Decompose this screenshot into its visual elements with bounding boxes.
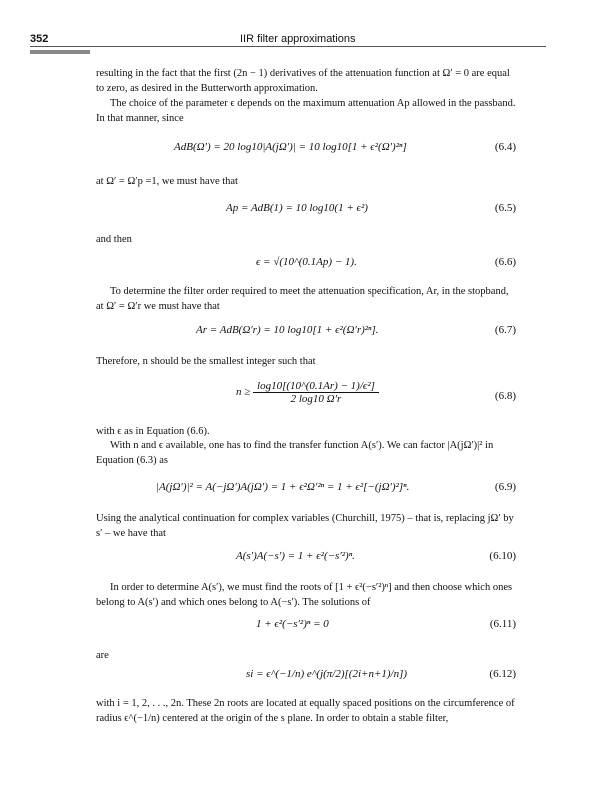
equation-6-6-number: (6.6) bbox=[494, 256, 516, 268]
equation-6-8-fraction bbox=[253, 380, 379, 405]
equation-6-10-expr: A(s′)A(−s′) = 1 + ϵ²(−s′²)ⁿ. bbox=[236, 550, 355, 562]
running-head: IIR filter approximations bbox=[240, 33, 356, 45]
equation-6-4-expr: AdB(Ω′) = 20 log10|A(jΩ′)| = 10 log10[1 + ϵ²(Ω′)²ⁿ] bbox=[174, 141, 407, 153]
header-rule bbox=[30, 46, 546, 47]
equation-6-6 bbox=[96, 256, 516, 278]
paragraph-8: With n and ϵ available, one has to find the transfer function A(s′). We can factor |A(jΩ′)|² in Equation (6.3) as bbox=[96, 440, 494, 466]
paragraph-12: with i = 1, 2, . . ., 2n. These 2n roots are located at equally spaced positions on the circumference of radius ϵ^(−1/n) centered at the origin of the s plane. In order to obtain a stable filter, bbox=[96, 698, 515, 724]
equation-6-4 bbox=[96, 141, 516, 163]
equation-6-9-expr: |A(jΩ′)|² = A(−jΩ′)A(jΩ′) = 1 + ϵ²Ω′²ⁿ = 1 + ϵ²[−(jΩ′)²]ⁿ. bbox=[156, 481, 410, 493]
paragraph-5: To determine the filter order required to meet the attenuation specification, Ar, in the stopband, at Ω′ = Ω′r we must have that bbox=[96, 286, 509, 312]
equation-6-9-number: (6.9) bbox=[494, 481, 516, 493]
equation-6-8 bbox=[96, 378, 516, 418]
equation-6-11 bbox=[96, 618, 516, 640]
paragraph-10: In order to determine A(s′), we must find the roots of [1 + ϵ²(−s′²)ⁿ] and then choose which ones belong to A(s′) and which ones belong to A(−s′). The solutions of bbox=[96, 582, 513, 608]
page-number: 352 bbox=[30, 33, 49, 45]
equation-6-11-number: (6.11) bbox=[489, 618, 516, 630]
equation-6-7-expr: Ar = AdB(Ω′r) = 10 log10[1 + ϵ²(Ω′r)²ⁿ]. bbox=[196, 324, 379, 336]
equation-6-5 bbox=[96, 202, 516, 224]
equation-6-12 bbox=[96, 668, 516, 690]
equation-6-9 bbox=[96, 481, 516, 503]
equation-6-12-number: (6.12) bbox=[489, 668, 516, 680]
paragraph-1: resulting in the fact that the first (2n − 1) derivatives of the attenuation function at Ω′ = 0 are equal to zero, as desired in the Butterworth approximation. bbox=[96, 68, 510, 94]
paragraph-3: at Ω′ = Ω′p =1, we must have that bbox=[96, 176, 238, 187]
equation-6-11-expr: 1 + ϵ²(−s′²)ⁿ = 0 bbox=[256, 618, 329, 630]
equation-6-8-number: (6.8) bbox=[494, 390, 516, 402]
equation-6-8-denominator: 2 log10 Ω′r bbox=[290, 393, 342, 405]
equation-6-8-lhs bbox=[236, 380, 379, 405]
paragraph-7: with ϵ as in Equation (6.6). bbox=[96, 426, 210, 437]
equation-6-10 bbox=[96, 550, 516, 572]
paragraph-2: The choice of the parameter ϵ depends on the maximum attenuation Ap allowed in the passband. In that manner, since bbox=[96, 98, 516, 124]
equation-6-7 bbox=[96, 324, 516, 346]
equation-6-10-number: (6.10) bbox=[489, 550, 516, 562]
equation-6-6-expr: ϵ = √(10^(0.1Ap) − 1). bbox=[256, 256, 357, 268]
equation-6-8-relation: n ≥ bbox=[236, 386, 251, 399]
equation-6-12-expr: si = ϵ^(−1/n) e^(j(π/2)[(2i+n+1)/n]) bbox=[246, 668, 408, 680]
paragraph-6: Therefore, n should be the smallest integer such that bbox=[96, 356, 316, 367]
equation-6-5-number: (6.5) bbox=[494, 202, 516, 214]
equation-6-7-number: (6.7) bbox=[494, 324, 516, 336]
equation-6-4-number: (6.4) bbox=[494, 141, 516, 153]
paragraph-4: and then bbox=[96, 234, 132, 245]
paragraph-11: are bbox=[96, 650, 109, 661]
paragraph-9: Using the analytical continuation for complex variables (Churchill, 1975) – that is, replacing jΩ′ by s′ – we have that bbox=[96, 513, 514, 539]
header-accent-bar bbox=[30, 50, 90, 54]
equation-6-8-numerator: log10[(10^(0.1Ar) − 1)/ϵ²] bbox=[253, 380, 379, 393]
equation-6-5-expr: Ap = AdB(1) = 10 log10(1 + ϵ²) bbox=[226, 202, 368, 214]
